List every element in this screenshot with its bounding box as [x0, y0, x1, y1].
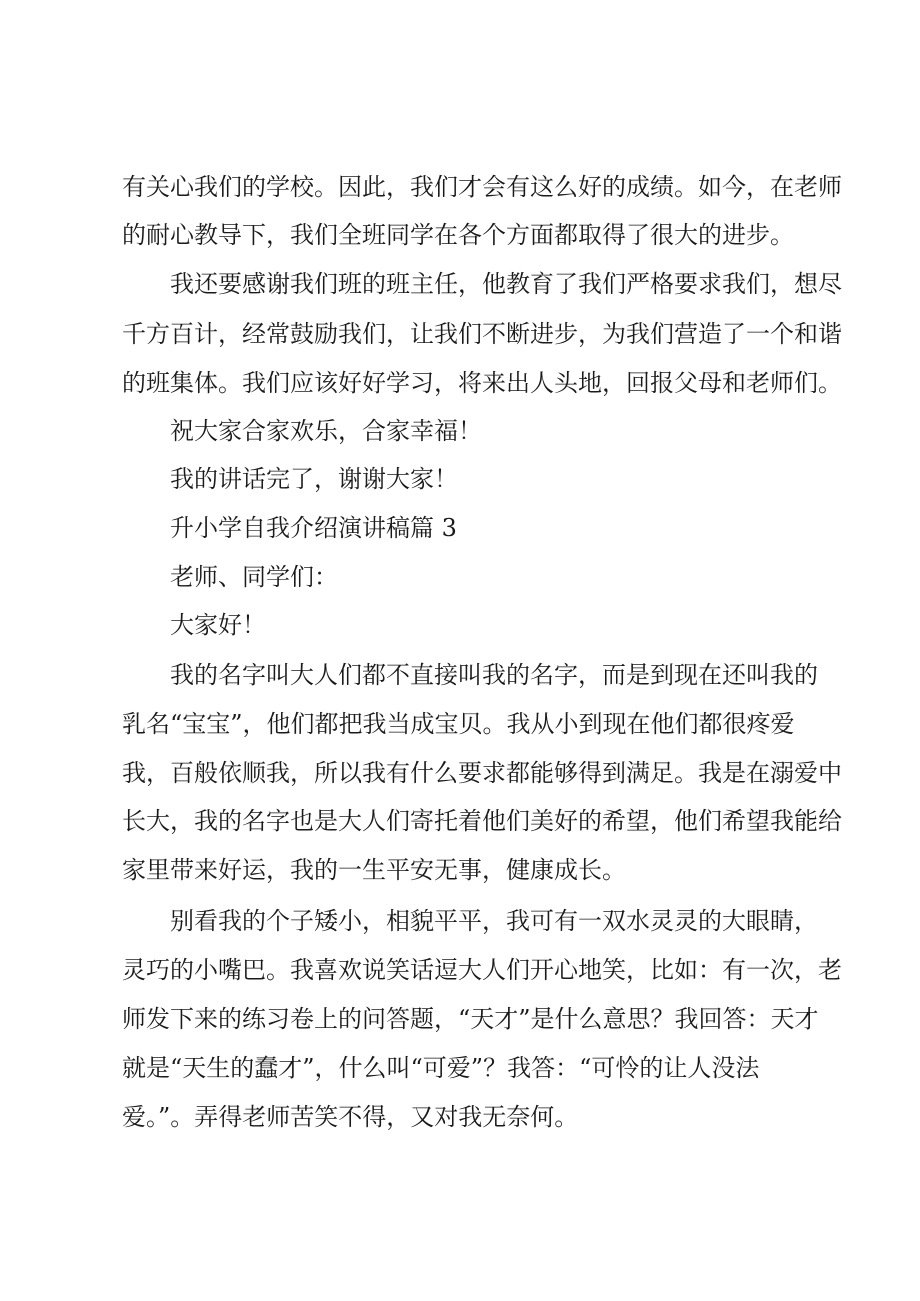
paragraph-line: 灵巧的小嘴巴。我喜欢说笑话逗大人们开心地笑，比如：有一次，老 — [122, 956, 842, 984]
greeting: 大家好！ — [170, 611, 266, 639]
paragraph-line: 师发下来的练习卷上的问答题，“天才”是什么意思？我回答：天才 — [122, 1005, 819, 1033]
paragraph-line: 我的讲话完了，谢谢大家！ — [170, 465, 458, 493]
salutation: 老师、同学们： — [170, 563, 338, 591]
paragraph-line: 我，百般依顺我，所以我有什么要求都能够得到满足。我是在溺爱中 — [122, 759, 842, 787]
paragraph-line: 别看我的个子矮小，相貌平平，我可有一双水灵灵的大眼睛， — [170, 907, 818, 935]
paragraph-line: 就是“天生的蠢才”，什么叫“可爱”？我答：“可怜的让人没法 — [122, 1054, 760, 1082]
paragraph-line: 的班集体。我们应该好好学习，将来出人头地，回报父母和老师们。 — [122, 369, 842, 397]
paragraph-line: 爱。”。弄得老师苦笑不得，又对我无奈何。 — [122, 1103, 579, 1131]
paragraph-line: 我的名字叫大人们都不直接叫我的名字，而是到现在还叫我的 — [170, 661, 818, 689]
paragraph-line: 祝大家合家欢乐，合家幸福！ — [170, 417, 482, 445]
paragraph-line: 乳名“宝宝”，他们都把我当成宝贝。我从小到现在他们都很疼爱 — [122, 710, 795, 738]
paragraph-line: 有关心我们的学校。因此，我们才会有这么好的成绩。如今，在老师 — [122, 173, 842, 201]
paragraph-line: 我还要感谢我们班的班主任，他教育了我们严格要求我们，想尽 — [170, 270, 842, 298]
paragraph-line: 的耐心教导下，我们全班同学在各个方面都取得了很大的进步。 — [122, 221, 794, 249]
paragraph-line: 家里带来好运，我的一生平安无事，健康成长。 — [122, 856, 626, 884]
paragraph-line: 千方百计，经常鼓励我们，让我们不断进步，为我们营造了一个和谐 — [122, 320, 842, 348]
paragraph-line: 长大，我的名字也是大人们寄托着他们美好的希望，他们希望我能给 — [122, 807, 842, 835]
section-heading: 升小学自我介绍演讲稿篇 3 — [170, 514, 457, 542]
